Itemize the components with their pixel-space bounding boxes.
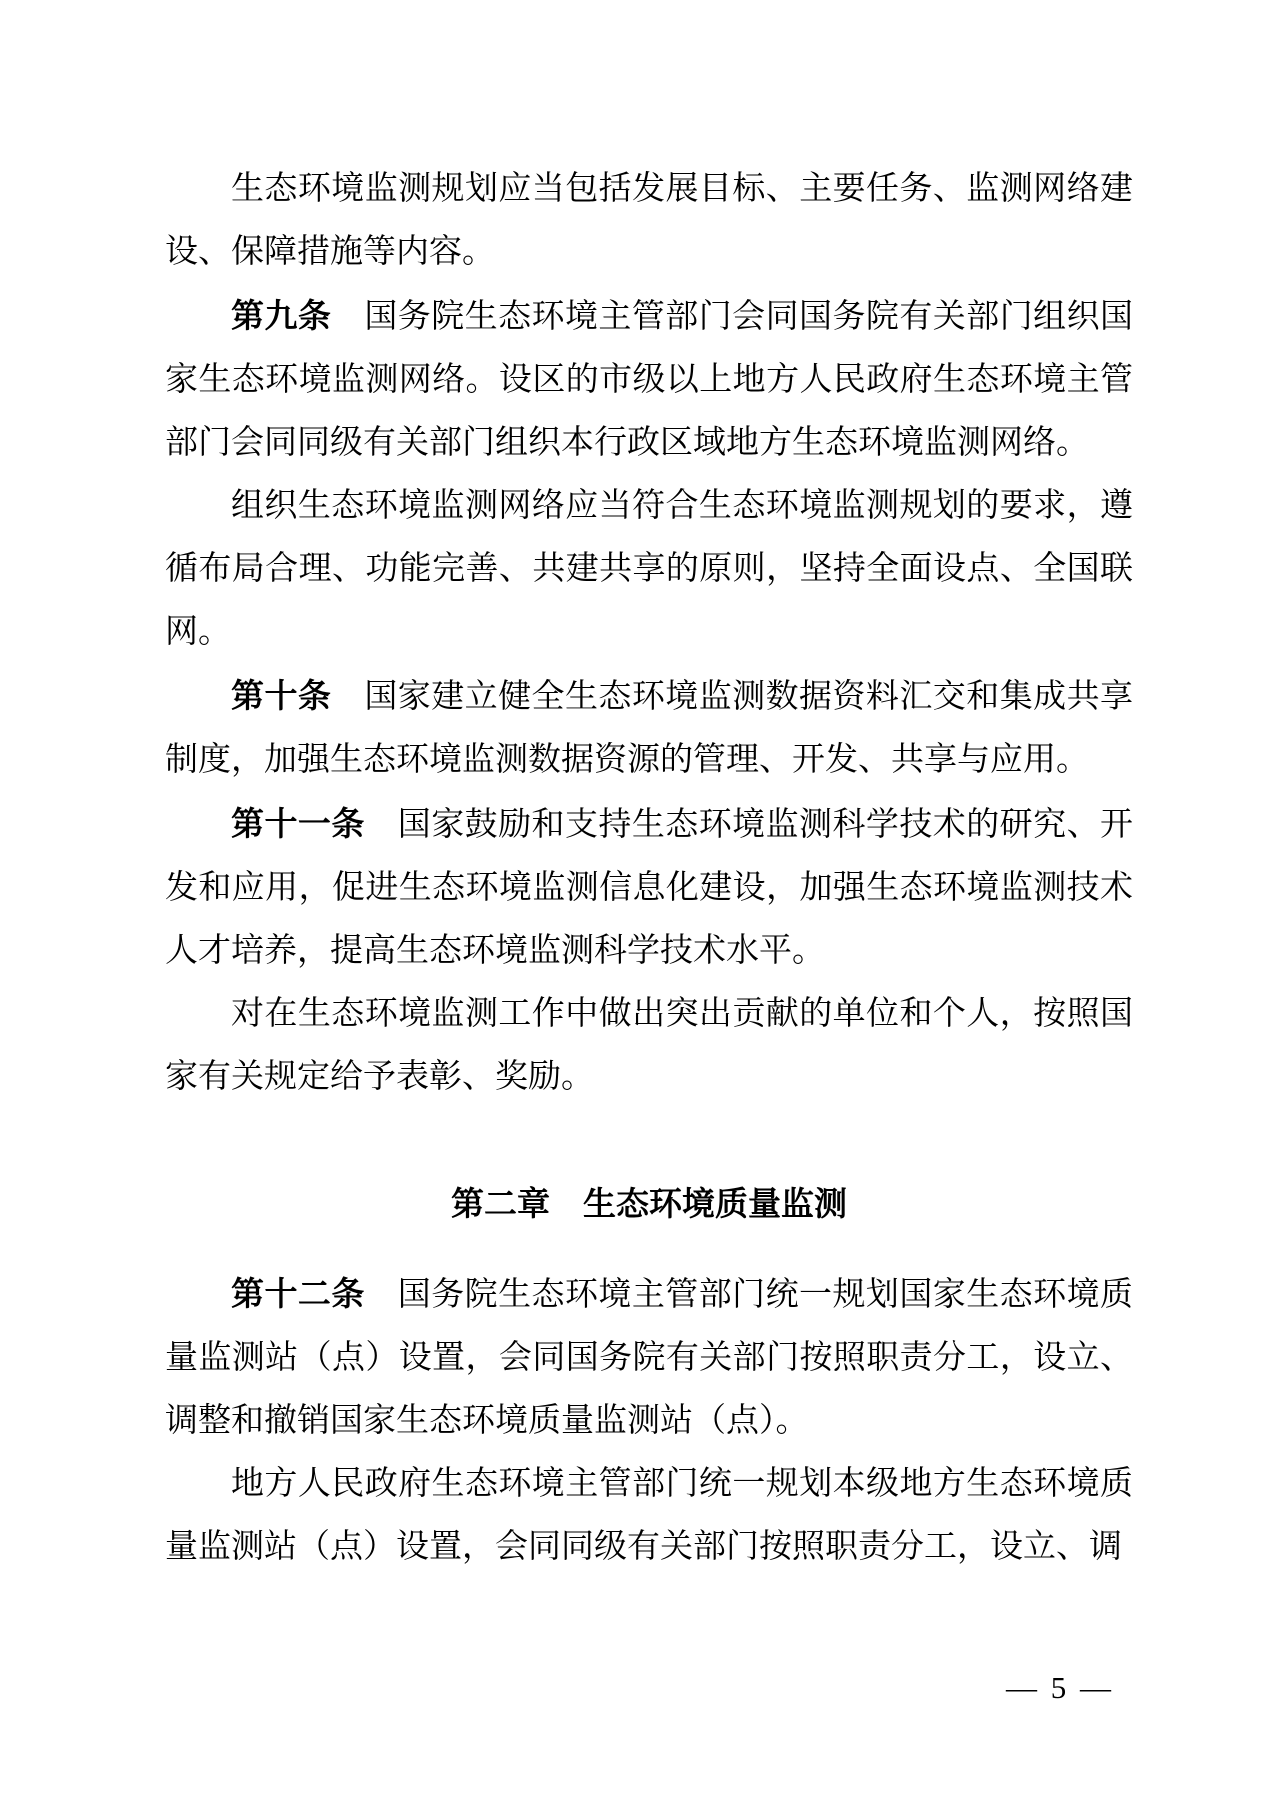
paragraph [165,792,1133,983]
paragraph-text: 生态环境监测规划应当包括发展目标、主要任务、监测网络建设、保障措施等内容。 [165,171,1133,270]
paragraph [165,158,1133,284]
paragraph [165,1262,1133,1453]
article-number: 第十二条 [231,1275,365,1312]
paragraph [165,284,1133,475]
page-number: — 5 — [1006,1670,1114,1705]
paragraph-text: 组织生态环境监测网络应当符合生态环境监测规划的要求，遵循布局合理、功能完善、共建共享的原则，坚持全面设点、全国联网。 [165,488,1133,650]
document-body [165,158,1133,1579]
chapter-heading: 第二章 生态环境质量监测 [451,1185,847,1222]
paragraph [165,475,1133,664]
paragraph-text: 对在生态环境监测工作中做出突出贡献的单位和个人，按照国家有关规定给予表彰、奖励。 [165,996,1133,1095]
article-number: 第十条 [231,677,332,714]
paragraph [165,664,1133,792]
paragraph-text: 国家鼓励和支持生态环境监测科学技术的研究、开发和应用，促进生态环境监测信息化建设，加强生态环境监测技术人才培养，提高生态环境监测科学技术水平。 [165,807,1134,969]
paragraph [165,983,1133,1109]
article-number: 第十一条 [231,805,365,842]
paragraph-text: 国家建立健全生态环境监测数据资料汇交和集成共享制度，加强生态环境监测数据资源的管理、开发、共享与应用。 [165,679,1134,778]
paragraph [165,1453,1133,1579]
paragraph-text: 国务院生态环境主管部门统一规划国家生态环境质量监测站（点）设置，会同国务院有关部门按照职责分工，设立、调整和撤销国家生态环境质量监测站（点）。 [165,1277,1134,1439]
paragraph-text: 国务院生态环境主管部门会同国务院有关部门组织国家生态环境监测网络。设区的市级以上地方人民政府生态环境主管部门会同同级有关部门组织本行政区域地方生态环境监测网络。 [165,299,1134,461]
paragraph-text: 地方人民政府生态环境主管部门统一规划本级地方生态环境质量监测站（点）设置，会同同级有关部门按照职责分工，设立、调 [165,1466,1133,1565]
article-number: 第九条 [231,297,332,334]
